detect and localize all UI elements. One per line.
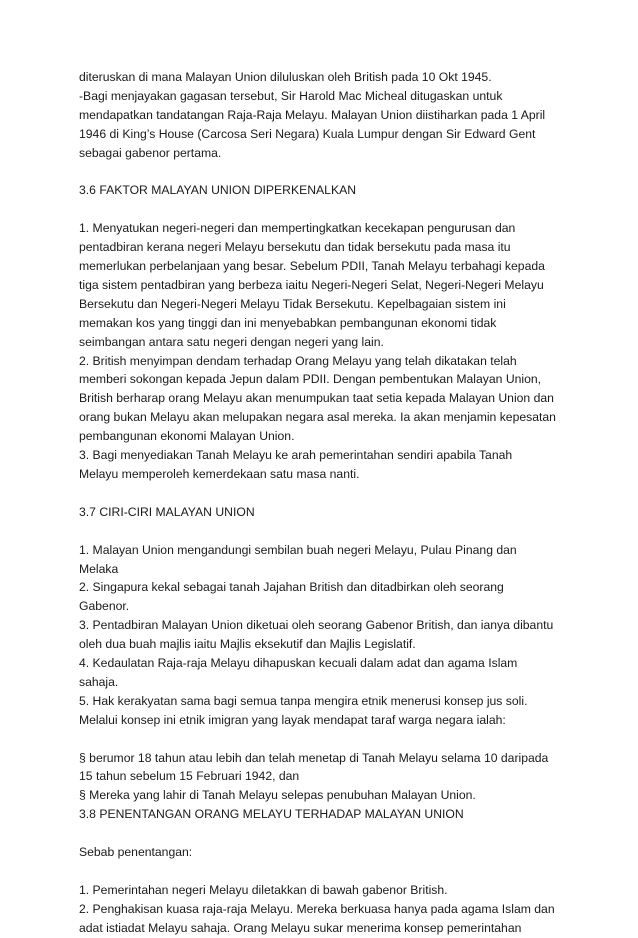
text-line: oleh dua buah majlis iaitu Majlis eksekutif dan Majlis Legislatif. [79,637,416,652]
text-line: 4. Kedaulatan Raja-raja Melayu dihapuskan kecuali dalam adat dan agama Islam [79,656,518,671]
blank-line [79,163,569,182]
text-line: seimbangan antara satu negeri dengan negeri yang lain. [79,334,384,349]
blank-line [79,200,569,219]
text-line: 1. Malayan Union mengandungi sembilan buah negeri Melayu, Pulau Pinang dan [79,542,517,557]
text-line: pentadbiran kerana negeri Melayu bersekutu dan tidak bersekutu pada masa itu [79,240,511,255]
text-line: Sebab penentangan: [79,845,193,860]
blank-line [79,484,569,503]
section-heading: 3.6 FAKTOR MALAYAN UNION DIPERKENALKAN [79,183,357,198]
section-heading: 3.8 PENENTANGAN ORANG MELAYU TERHADAP MALAYAN UNION [79,807,464,822]
text-line: 15 tahun sebelum 15 Februari 1942, dan [79,769,300,784]
text-line: memerlukan perbelanjaan yang besar. Sebelum PDII, Tanah Melayu terbahagi kepada [79,259,545,274]
text-line: Bersekutu dan Negeri-Negeri Melayu Tidak Bersekutu. Kepelbagaian sistem ini [79,296,506,311]
blank-line [79,862,569,881]
text-line: 2. Penghakisan kuasa raja-raja Melayu. Mereka berkuasa hanya pada agama Islam dan [79,901,555,916]
text-line: Melaka [79,561,119,576]
text-line: mendapatkan tandatangan Raja-Raja Melayu. Malayan Union diistiharkan pada 1 April [79,107,546,122]
text-line: Gabenor. [79,599,130,614]
text-line: 1. Menyatukan negeri-negeri dan mempertingkatkan kecekapan pengurusan dan [79,221,516,236]
text-line: sahaja. [79,674,119,689]
text-line: 3. Pentadbiran Malayan Union diketuai oleh seorang Gabenor British, dan ianya dibantu [79,618,554,633]
text-line: tiga sistem pentadbiran yang berbeza iaitu Negeri-Negeri Selat, Negeri-Negeri Melayu [79,277,544,292]
text-line: § Mereka yang lahir di Tanah Melayu selepas penubuhan Malayan Union. [79,788,476,803]
blank-line [79,730,569,749]
text-line: orang bukan Melayu akan melupakan negara asal mereka. Ia akan menjamin kepesatan [79,410,556,425]
text-line: Melalui konsep ini etnik imigran yang layak mendapat taraf warga negara ialah: [79,712,506,727]
text-line: 3. Bagi menyediakan Tanah Melayu ke arah pemerintahan sendiri apabila Tanah [79,448,513,463]
text-line: pembangunan ekonomi Malayan Union. [79,429,295,444]
blank-line [79,522,569,541]
text-line: 5. Hak kerakyatan sama bagi semua tanpa mengira etnik menerusi konsep jus soli. [79,693,528,708]
text-line: § berumor 18 tahun atau lebih dan telah menetap di Tanah Melayu selama 10 daripada [79,750,549,765]
blank-line [79,824,569,843]
text-line: 2. British menyimpan dendam terhadap Orang Melayu yang telah dikatakan telah [79,353,517,368]
text-line: memakan kos yang tinggi dan ini menyebabkan pembangunan ekonomi tidak [79,315,497,330]
text-line: adat istiadat Melayu sahaja. Orang Melayu sukar menerima konsep pemerintahan [79,920,522,935]
text-line: memberi sokongan kepada Jepun dalam PDII. Dengan pembentukan Malayan Union, [79,372,542,387]
section-heading: 3.7 CIRI-CIRI MALAYAN UNION [79,504,255,519]
text-line: diteruskan di mana Malayan Union diluluskan oleh British pada 10 Okt 1945. [79,70,492,84]
text-line: 1. Pemerintahan negeri Melayu diletakkan di bawah gabenor British. [79,882,448,897]
text-line: 1946 di King’s House (Carcosa Seri Negara) Kuala Lumpur dengan Sir Edward Gent [79,126,536,141]
text-line: sebagai gabenor pertama. [79,145,222,160]
document-page [79,68,569,938]
text-line: 2. Singapura kekal sebagai tanah Jajahan British dan ditadbirkan oleh seorang [79,580,504,595]
text-line: British berharap orang Melayu akan menumpukan taat setia kepada Malayan Union dan [79,391,554,406]
text-line: -Bagi menjayakan gagasan tersebut, Sir Harold Mac Micheal ditugaskan untuk [79,88,503,103]
text-line: Melayu memperoleh kemerdekaan satu masa nanti. [79,467,360,481]
